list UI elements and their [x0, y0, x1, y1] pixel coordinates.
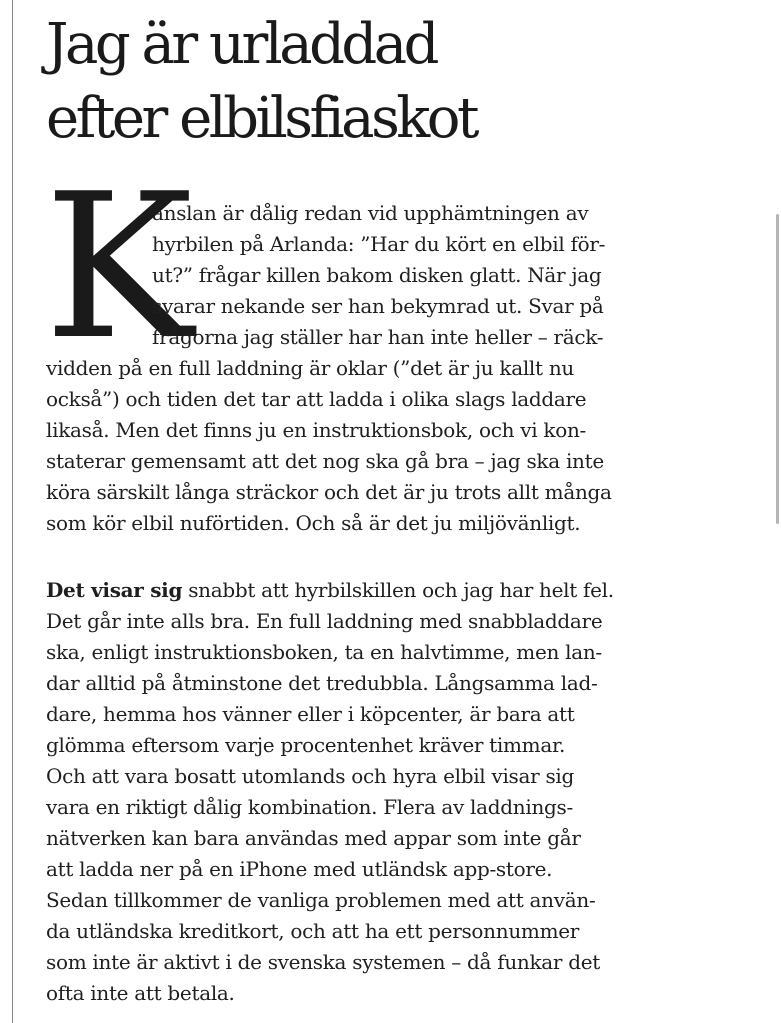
body-line: nätverken kan bara användas med appar som inte går	[46, 826, 581, 850]
body-line: vara en riktigt dålig kombination. Flera av laddnings-	[46, 795, 573, 819]
lead-line-rest: snabbt att hyrbilskillen och jag har helt fel.	[182, 578, 614, 602]
drop-cap-letter: K	[44, 151, 194, 384]
body-line: likaså. Men det finns ju en instruktionsbok, och vi kon-	[46, 418, 586, 442]
body-line: svarar nekande ser han bekymrad ut. Svar på	[152, 294, 604, 318]
headline-line-1: Jag är urladdad	[46, 12, 437, 77]
body-line: dare, hemma hos vänner eller i köpcenter, är bara att	[46, 702, 575, 726]
body-line: glömma eftersom varje procentenhet kräver timmar.	[46, 733, 566, 757]
body-line: Och att vara bosatt utomlands och hyra elbil visar sig	[46, 764, 575, 788]
body-line: som kör elbil nuförtiden. Och så är det ju miljövänligt.	[46, 511, 581, 535]
body-line: änslan är dålig redan vid upphämtningen av	[152, 201, 589, 225]
lead-in-text: Det visar sig	[46, 578, 183, 602]
body-line: dar alltid på åtminstone det tredubbla. Långsamma lad-	[46, 671, 598, 695]
body-line: ska, enligt instruktionsboken, ta en halvtimme, men lan-	[46, 640, 602, 664]
body-line: hyrbilen på Arlanda: ”Har du kört en elbil för-	[152, 232, 606, 256]
body-line: köra särskilt långa sträckor och det är ju trots allt många	[46, 480, 612, 504]
body-line: vidden på en full laddning är oklar (”det är ju kallt nu	[46, 356, 574, 380]
body-line: ofta inte att betala.	[46, 981, 235, 1005]
body-line	[46, 575, 614, 606]
body-line: Sedan tillkommer de vanliga problemen med att använ-	[46, 888, 596, 912]
body-line: Det går inte alls bra. En full laddning med snabbladdare	[46, 609, 603, 633]
body-line: staterar gemensamt att det nog ska gå bra – jag ska inte	[46, 449, 604, 473]
body-line: da utländska kreditkort, och att ha ett personnummer	[46, 919, 580, 943]
vertical-scrollbar[interactable]	[776, 214, 779, 524]
body-line: som inte är aktivt i de svenska systemen – då funkar det	[46, 950, 601, 974]
body-line: också”) och tiden det tar att ladda i olika slags laddare	[46, 387, 587, 411]
body-line: frågorna jag ställer har han inte heller – räck-	[152, 325, 604, 349]
article-headline	[46, 8, 746, 156]
headline-line-2: efter elbilsfiaskot	[46, 86, 476, 151]
body-line: att ladda ner på en iPhone med utländsk app-store.	[46, 857, 553, 881]
body-line: ut?” frågar killen bakom disken glatt. När jag	[152, 263, 602, 287]
page-left-border	[12, 0, 13, 1023]
